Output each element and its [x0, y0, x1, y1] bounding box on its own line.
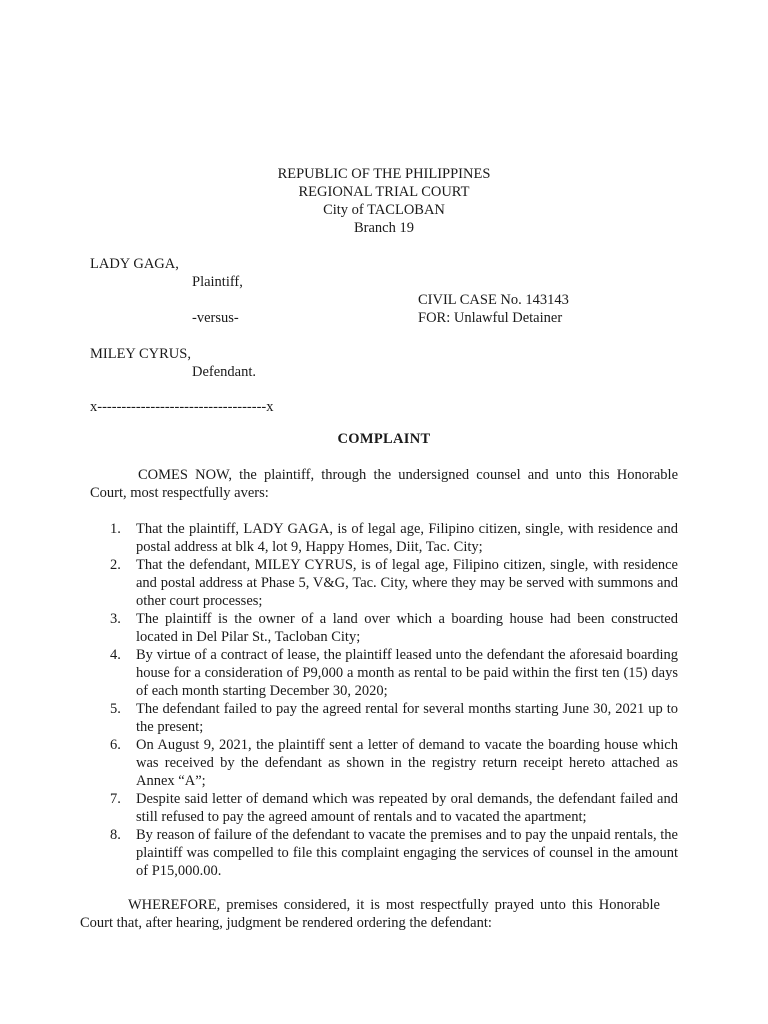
- item-number: 4.: [110, 647, 121, 663]
- list-item: [90, 556, 678, 610]
- item-text: By reason of failure of the defendant to vacate the premises and to pay the unpaid rentals, the plaintiff was compelled to file this complaint engaging the services of counsel in the amount of P15,000.00.: [136, 827, 678, 879]
- caption-republic: REPUBLIC OF THE PHILIPPINES: [277, 166, 491, 182]
- case-nature: FOR: Unlawful Detainer: [418, 310, 563, 326]
- list-item: [90, 826, 678, 880]
- case-number: CIVIL CASE No. 143143: [418, 292, 569, 308]
- list-item: [90, 790, 678, 826]
- item-number: 2.: [110, 557, 121, 573]
- list-item: [90, 736, 678, 790]
- list-item: [90, 610, 678, 646]
- item-number: 6.: [110, 737, 121, 753]
- item-text: Despite said letter of demand which was repeated by oral demands, the defendant failed and still refused to pay the agreed amount of rentals and to vacated the apartment;: [136, 791, 678, 825]
- list-item: [90, 646, 678, 700]
- item-text: The defendant failed to pay the agreed rental for several months starting June 30, 2021 up to the present;: [136, 701, 678, 735]
- caption-separator: x-----------------------------------x: [90, 399, 274, 415]
- document-title: COMPLAINT: [337, 431, 431, 447]
- versus-label: -versus-: [192, 310, 239, 326]
- item-text: By virtue of a contract of lease, the plaintiff leased unto the defendant the aforesaid boarding house for a consideration of P9,000 a month as rental to be paid within the first ten (15) days of each month starting December 30, 2020;: [136, 647, 678, 699]
- caption-city: City of TACLOBAN: [323, 202, 445, 218]
- item-number: 8.: [110, 827, 121, 843]
- list-item: [90, 700, 678, 736]
- defendant-role: Defendant.: [192, 364, 257, 380]
- plaintiff-role: Plaintiff,: [192, 274, 243, 290]
- caption-court: REGIONAL TRIAL COURT: [298, 184, 470, 200]
- allegations-list: [90, 520, 678, 880]
- item-text: That the plaintiff, LADY GAGA, is of legal age, Filipino citizen, single, with residence and postal address at blk 4, lot 9, Happy Homes, Diit, Tac. City;: [136, 521, 678, 555]
- item-text: The plaintiff is the owner of a land over which a boarding house had been constructed located in Del Pilar St., Tacloban City;: [136, 611, 678, 645]
- item-text: That the defendant, MILEY CYRUS, is of legal age, Filipino citizen, single, with residence and postal address at Phase 5, V&G, Tac. City, where they may be served with summons and other court processes;: [136, 557, 678, 609]
- intro-paragraph: COMES NOW, the plaintiff, through the undersigned counsel and unto this Honorable Court, most respectfully avers:: [90, 467, 678, 501]
- item-number: 5.: [110, 701, 121, 717]
- item-number: 7.: [110, 791, 121, 807]
- prayer-paragraph: WHEREFORE, premises considered, it is most respectfully prayed unto this Honorable Court that, after hearing, judgment be rendered ordering the defendant:: [80, 897, 660, 931]
- defendant-name: MILEY CYRUS,: [90, 346, 191, 362]
- plaintiff-name: LADY GAGA,: [90, 256, 179, 272]
- court-caption: [0, 165, 768, 237]
- list-item: [90, 520, 678, 556]
- item-text: On August 9, 2021, the plaintiff sent a letter of demand to vacate the boarding house which was received by the defendant as shown in the registry return receipt hereto attached as Annex “A”;: [136, 737, 678, 789]
- item-number: 1.: [110, 521, 121, 537]
- item-number: 3.: [110, 611, 121, 627]
- caption-branch: Branch 19: [354, 220, 414, 236]
